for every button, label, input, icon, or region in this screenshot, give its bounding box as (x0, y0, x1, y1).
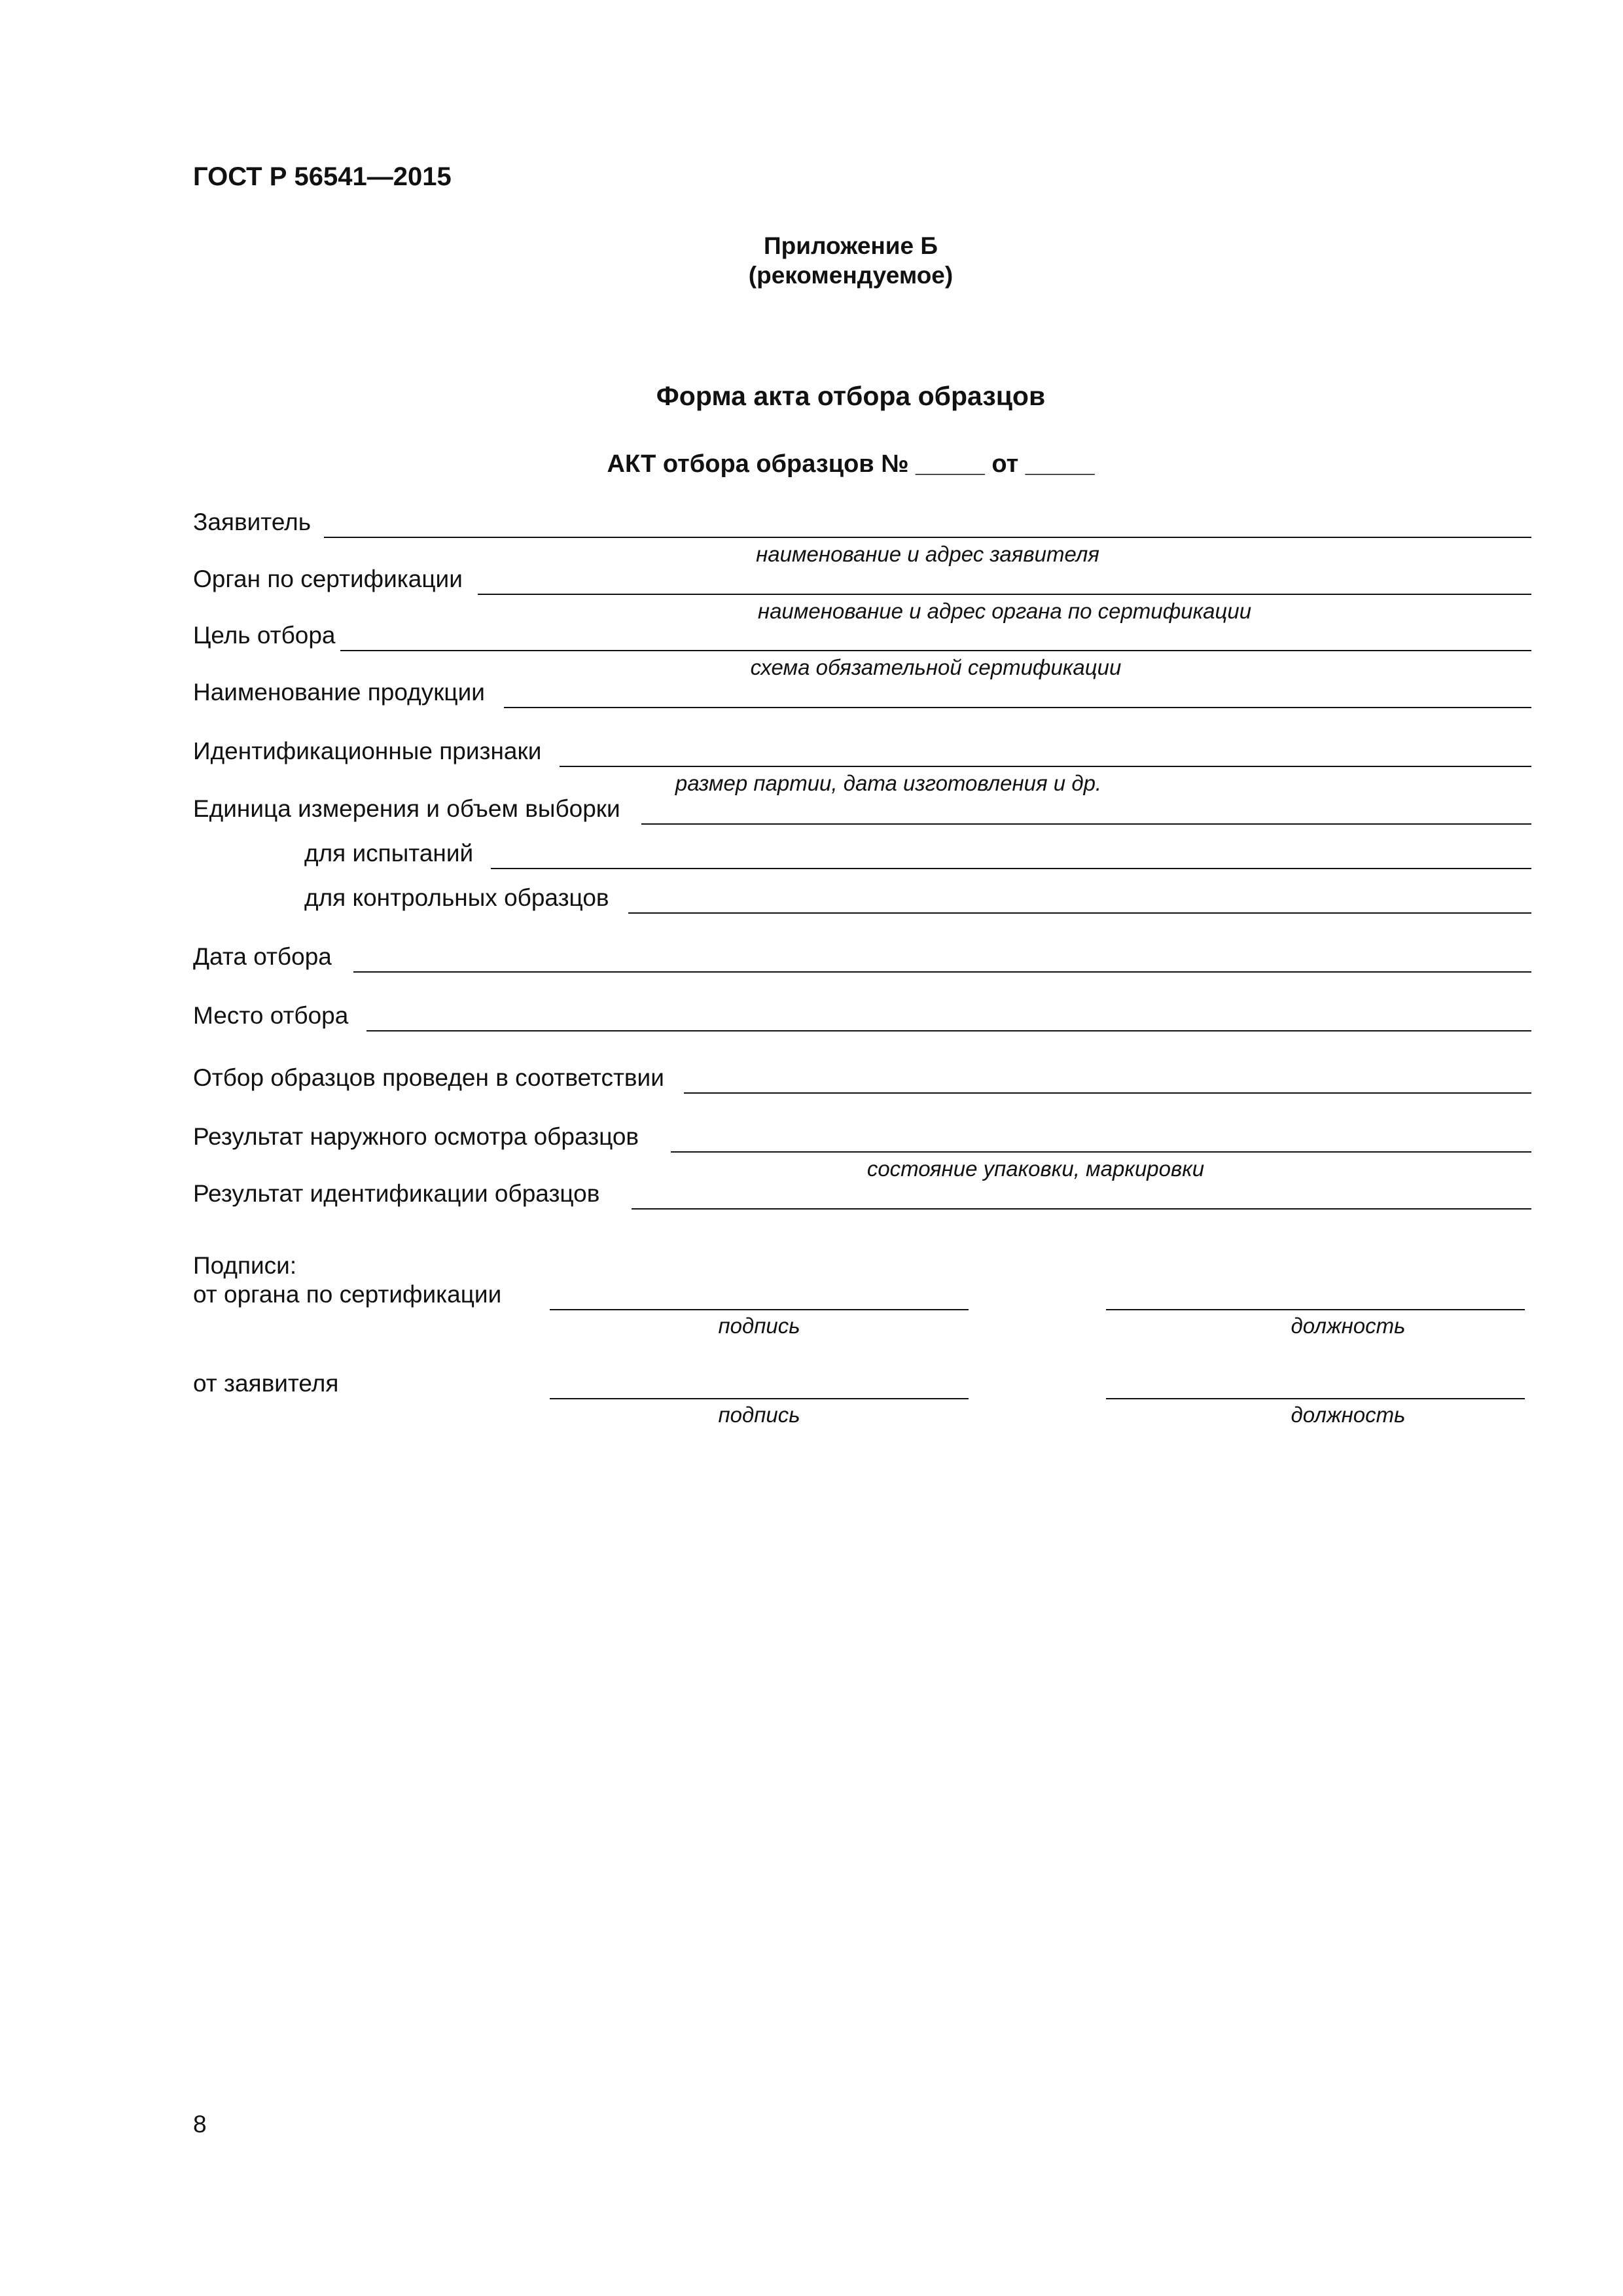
external-field[interactable] (671, 1151, 1531, 1153)
cert-body-hint: наименование и адрес органа по сертификации (757, 599, 1252, 623)
sig-applicant-label: от заявителя (193, 1370, 339, 1397)
ident-field[interactable] (560, 766, 1531, 767)
identification-field[interactable] (632, 1208, 1531, 1210)
sig-cert-body-position-field[interactable] (1106, 1309, 1525, 1310)
sig-applicant-position-hint: должность (1291, 1403, 1406, 1427)
for-tests-field[interactable] (491, 868, 1531, 869)
ident-hint: размер партии, дата изготовления и др. (675, 771, 1102, 795)
sig-cert-body-sign-hint: подпись (718, 1314, 800, 1338)
date-field[interactable] (353, 971, 1531, 973)
place-field[interactable] (366, 1030, 1531, 1031)
appendix-type: (рекомендуемое) (748, 262, 954, 289)
conformity-label: Отбор образцов проведен в соответствии (193, 1064, 664, 1091)
sig-applicant-signature-field[interactable] (550, 1398, 969, 1399)
unit-field[interactable] (641, 823, 1531, 825)
sig-cert-body-signature-field[interactable] (550, 1309, 969, 1310)
sig-applicant-sign-hint: подпись (718, 1403, 800, 1427)
page-number: 8 (193, 2111, 207, 2138)
external-label: Результат наружного осмотра образцов (193, 1123, 639, 1150)
for-control-label: для контрольных образцов (304, 884, 609, 911)
identification-label: Результат идентификации образцов (193, 1180, 600, 1207)
applicant-label: Заявитель (193, 509, 312, 535)
form-title: Форма акта отбора образцов (656, 381, 1046, 411)
purpose-label: Цель отбора (193, 622, 336, 649)
purpose-field[interactable] (340, 650, 1531, 651)
standard-number: ГОСТ Р 56541—2015 (193, 162, 452, 191)
conformity-field[interactable] (684, 1092, 1531, 1094)
purpose-hint: схема обязательной сертификации (750, 655, 1122, 679)
ident-label: Идентификационные признаки (193, 738, 542, 764)
for-tests-label: для испытаний (304, 840, 474, 867)
signatures-heading: Подписи: (193, 1252, 297, 1279)
sig-applicant-position-field[interactable] (1106, 1398, 1525, 1399)
product-label: Наименование продукции (193, 679, 485, 706)
sig-cert-body-label: от органа по сертификации (193, 1281, 502, 1308)
applicant-hint: наименование и адрес заявителя (756, 542, 1099, 566)
unit-label: Единица измерения и объем выборки (193, 795, 620, 822)
sig-cert-body-position-hint: должность (1291, 1314, 1406, 1338)
appendix-title: Приложение Б (764, 232, 938, 259)
product-field[interactable] (504, 707, 1531, 708)
date-label: Дата отбора (193, 943, 332, 970)
external-hint: состояние упаковки, маркировки (866, 1157, 1205, 1181)
for-control-field[interactable] (628, 912, 1531, 914)
act-title: АКТ отбора образцов № _____ от _____ (607, 450, 1095, 478)
cert-body-field[interactable] (478, 594, 1531, 595)
applicant-field[interactable] (324, 537, 1531, 538)
place-label: Место отбора (193, 1002, 349, 1029)
cert-body-label: Орган по сертификации (193, 565, 463, 592)
